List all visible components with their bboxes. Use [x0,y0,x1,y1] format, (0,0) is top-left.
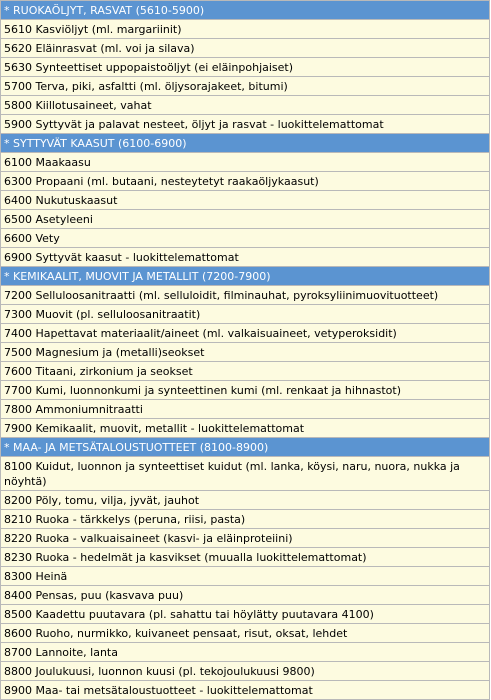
list-item[interactable]: 8900 Maa- tai metsätaloustuotteet - luokittelemattomat [0,680,490,700]
list-item[interactable]: 5700 Terva, piki, asfaltti (ml. öljysorajakeet, bitumi) [0,76,490,95]
list-item[interactable]: 8200 Pöly, tomu, vilja, jyvät, jauhot [0,490,490,509]
list-item[interactable]: 7800 Ammoniumnitraatti [0,399,490,418]
list-item[interactable]: 6600 Vety [0,228,490,247]
list-item[interactable]: 6100 Maakaasu [0,152,490,171]
list-item[interactable]: 6300 Propaani (ml. butaani, nesteytetyt raakaöljykaasut) [0,171,490,190]
list-item[interactable]: 7500 Magnesium ja (metalli)seokset [0,342,490,361]
list-item[interactable]: 8300 Heinä [0,566,490,585]
list-item[interactable]: 8220 Ruoka - valkuaisaineet (kasvi- ja eläinproteiini) [0,528,490,547]
list-item[interactable]: 7600 Titaani, zirkonium ja seokset [0,361,490,380]
list-item[interactable]: 7900 Kemikaalit, muovit, metallit - luokittelemattomat [0,418,490,437]
list-item[interactable]: 5610 Kasviöljyt (ml. margariinit) [0,19,490,38]
list-item[interactable]: 8400 Pensas, puu (kasvava puu) [0,585,490,604]
list-item[interactable]: 8230 Ruoka - hedelmät ja kasvikset (muualla luokittelemattomat) [0,547,490,566]
list-item[interactable]: 8100 Kuidut, luonnon ja synteettiset kuidut (ml. lanka, köysi, naru, nuora, nukka ja nöyhtä) [0,456,490,490]
list-item[interactable]: 5620 Eläinrasvat (ml. voi ja silava) [0,38,490,57]
list-item[interactable]: 5800 Kiillotusaineet, vahat [0,95,490,114]
section-header: * KEMIKAALIT, MUOVIT JA METALLIT (7200-7900) [0,266,490,285]
section-header: * RUOKAÖLJYT, RASVAT (5610-5900) [0,0,490,19]
list-item[interactable]: 8700 Lannoite, lanta [0,642,490,661]
list-item[interactable]: 7700 Kumi, luonnonkumi ja synteettinen kumi (ml. renkaat ja hihnastot) [0,380,490,399]
list-item[interactable]: 6400 Nukutuskaasut [0,190,490,209]
list-item[interactable]: 5900 Syttyvät ja palavat nesteet, öljyt ja rasvat - luokittelemattomat [0,114,490,133]
section-header: * SYTTYVÄT KAASUT (6100-6900) [0,133,490,152]
section-header: * MAA- JA METSÄTALOUSTUOTTEET (8100-8900) [0,437,490,456]
list-item[interactable]: 8210 Ruoka - tärkkelys (peruna, riisi, pasta) [0,509,490,528]
list-item[interactable]: 7300 Muovit (pl. selluloosanitraatit) [0,304,490,323]
list-item[interactable]: 7400 Hapettavat materiaalit/aineet (ml. valkaisuaineet, vetyperoksidit) [0,323,490,342]
list-item[interactable]: 6500 Asetyleeni [0,209,490,228]
list-item[interactable]: 8500 Kaadettu puutavara (pl. sahattu tai höylätty puutavara 4100) [0,604,490,623]
list-item[interactable]: 5630 Synteettiset uppopaistoöljyt (ei eläinpohjaiset) [0,57,490,76]
list-item[interactable]: 6900 Syttyvät kaasut - luokittelemattomat [0,247,490,266]
list-item[interactable]: 8800 Joulukuusi, luonnon kuusi (pl. tekojoulukuusi 9800) [0,661,490,680]
list-item[interactable]: 7200 Selluloosanitraatti (ml. selluloidit, filminauhat, pyroksyliinimuovituotteet) [0,285,490,304]
list-item[interactable]: 8600 Ruoho, nurmikko, kuivaneet pensaat, risut, oksat, lehdet [0,623,490,642]
